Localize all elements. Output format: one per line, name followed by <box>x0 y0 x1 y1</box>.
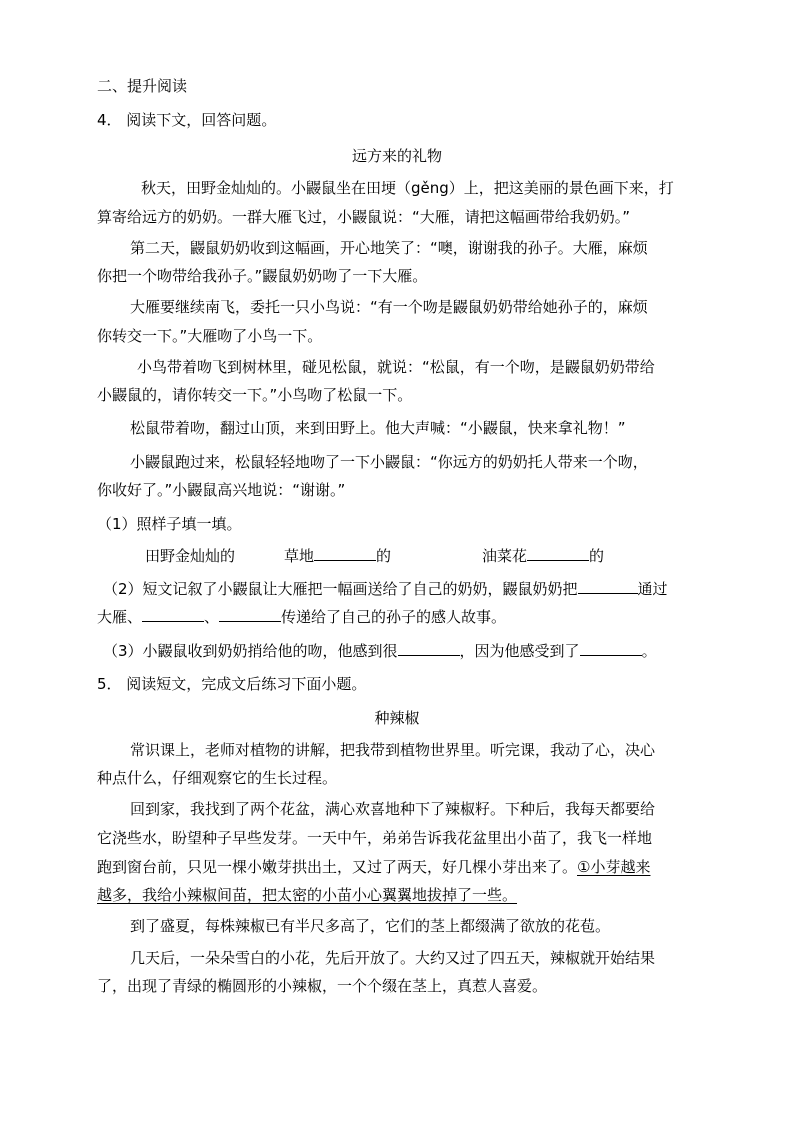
passage-2-line: 它浇些水，盼望种子早些发芽。一天中午，弟弟告诉我花盆里出小苗了，我飞一样地 <box>97 829 653 847</box>
fill-in-suffix: 的 <box>589 547 605 565</box>
passage-1-line: 第二天，鼹鼠奶奶收到这幅画，开心地笑了：“噢，谢谢我的孙子。大雁，麻烦 <box>130 239 648 257</box>
underlined-sentence: ①小芽越来 <box>577 858 651 876</box>
passage-1-line: 松鼠带着吻，翻过山顶，来到田野上。他大声喊：“小鼹鼠，快来拿礼物！” <box>130 419 626 437</box>
sub-question-2-text: 传递给了自己的孙子的感人故事。 <box>281 608 507 626</box>
answer-blank[interactable] <box>527 546 589 561</box>
passage-2-line <box>97 857 650 877</box>
passage-2-line: 种点什么，仔细观察它的生长过程。 <box>97 769 338 787</box>
passage-1-line: 你把一个吻带给我孙子。”鼹鼠奶奶吻了一下大雁。 <box>97 267 428 285</box>
sub-question-1-label: （1）照样子填一填。 <box>97 515 242 533</box>
passage-1-line: 秋天，田野金灿灿的。小鼹鼠坐在田埂（gěng）上，把这美丽的景色画下来，打 <box>141 179 674 197</box>
passage-2-text: 跑到窗台前，只见一棵小嫩芽拱出土，又过了两天，好几棵小芽出来了。 <box>97 858 578 876</box>
passage-2-line: 了，出现了青绿的椭圆形的小辣椒，一个个缀在茎上，真惹人喜爱。 <box>97 977 548 995</box>
passage-1-line: 你收好了。”小鼹鼠高兴地说：“谢谢。” <box>97 481 346 499</box>
passage-2-line <box>97 885 517 905</box>
question-4-stem: 4． 阅读下文，回答问题。 <box>97 111 277 129</box>
sub-question-3-text: ，因为他感受到了 <box>459 642 580 660</box>
passage-2-line: 常识课上，老师对植物的讲解，把我带到植物世界里。听完课，我动了心，决心 <box>130 741 656 759</box>
passage-2-title: 种辣椒 <box>374 709 420 727</box>
passage-1-line: 小鼹鼠的，请你转交一下。”小鸟吻了松鼠一下。 <box>97 386 413 404</box>
passage-2-line: 回到家，我找到了两个花盆，满心欢喜地种下了辣椒籽。下种后，我每天都要给 <box>130 800 656 818</box>
sub-question-2-text: 大雁、 <box>97 608 143 626</box>
sub-question-3 <box>103 641 657 661</box>
sub-question-2 <box>103 579 668 599</box>
sub-question-2-text: 、 <box>204 608 220 626</box>
answer-blank[interactable] <box>398 641 460 656</box>
underlined-sentence: 越多，我给小辣椒间苗，把太密的小苗小心翼翼地拔掉了一些。 <box>97 886 518 904</box>
fill-in-prefix: 油菜花 <box>482 547 528 565</box>
example-phrase: 田野金灿灿的 <box>145 547 236 565</box>
sub-question-2-line-2 <box>97 607 506 627</box>
passage-1-line: 小鸟带着吻飞到树林里，碰见松鼠，就说：“松鼠，有一个吻，是鼹鼠奶奶带给 <box>137 358 655 376</box>
passage-1-line: 算寄给远方的奶奶。一群大雁飞过，小鼹鼠说：“大雁，请把这幅画带给我奶奶。” <box>97 208 631 226</box>
answer-blank[interactable] <box>142 607 204 622</box>
answer-blank[interactable] <box>580 641 642 656</box>
sub-question-2-text: （2）短文记叙了小鼹鼠让大雁把一幅画送给了自己的奶奶，鼹鼠奶奶把 <box>103 580 578 598</box>
passage-2-line: 几天后，一朵朵雪白的小花，先后开放了。大约又过了四五天，辣椒就开始结果 <box>130 949 656 967</box>
passage-1-line: 小鼹鼠跑过来，松鼠轻轻地吻了一下小鼹鼠：“你远方的奶奶托人带来一个吻， <box>130 453 648 471</box>
answer-blank[interactable] <box>314 546 376 561</box>
question-5-stem: 5． 阅读短文，完成文后练习下面小题。 <box>97 675 367 693</box>
fill-in-item <box>482 546 604 566</box>
sub-question-3-text: （3）小鼹鼠收到奶奶捎给他的吻，他感到很 <box>103 642 398 660</box>
sub-question-2-text: 通过 <box>637 580 668 598</box>
fill-in-prefix: 草地 <box>284 547 315 565</box>
passage-2-line: 到了盛夏，每株辣椒已有半尺多高了，它们的茎上都缀满了欲放的花苞。 <box>130 917 611 935</box>
fill-in-item <box>284 546 391 566</box>
answer-blank[interactable] <box>578 579 638 594</box>
passage-1-line: 大雁要继续南飞，委托一只小鸟说：“有一个吻是鼹鼠奶奶带给她孙子的，麻烦 <box>130 298 648 316</box>
answer-blank[interactable] <box>219 607 281 622</box>
sub-question-3-text: 。 <box>641 642 657 660</box>
passage-1-title: 远方来的礼物 <box>351 147 442 165</box>
fill-in-suffix: 的 <box>376 547 392 565</box>
passage-1-line: 你转交一下。”大雁吻了小鸟一下。 <box>97 327 323 345</box>
section-heading: 二、提升阅读 <box>97 77 188 95</box>
